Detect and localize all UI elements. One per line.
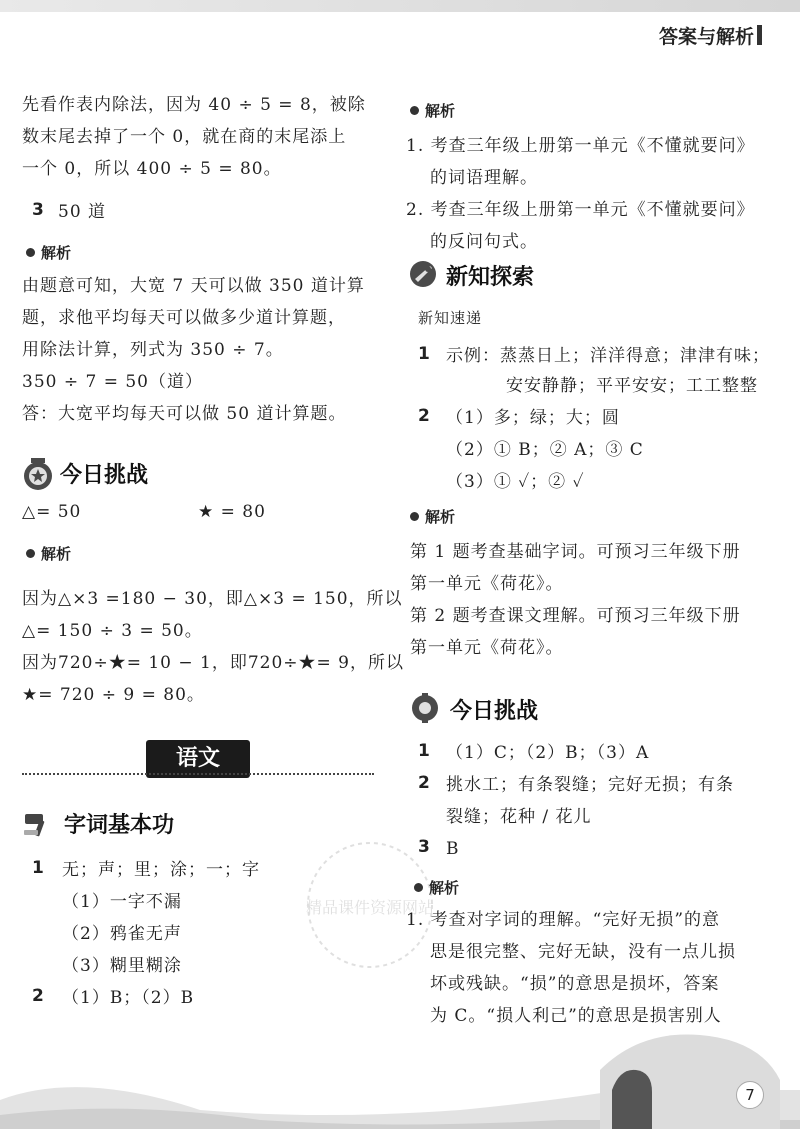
z1-sub-3: （3）糊里糊涂	[62, 956, 182, 976]
q3-answer: 50 道	[58, 202, 107, 222]
final-line-3: 坏或残缺。“损”的意思是损坏，答案	[430, 974, 720, 994]
q3-number: 3	[32, 200, 44, 220]
bullet-dot-icon	[26, 549, 35, 558]
z2-number: 2	[32, 986, 44, 1006]
n1-line-2: 安安静静；平平安安；工工整整	[506, 376, 758, 396]
z1-sub-1: （1）一字不漏	[62, 892, 182, 912]
xinzhi-subtitle: 新知速递	[418, 309, 483, 327]
final-line-1: 1. 考查对字词的理解。“完好无损”的意	[406, 910, 721, 930]
rocket-icon	[406, 257, 440, 289]
explain-line-3: 用除法计算，列式为 350 ÷ 7。	[22, 340, 284, 360]
header-marker	[757, 25, 762, 45]
analysis-heading-4: 解析	[410, 506, 455, 527]
explain-line-4: 350 ÷ 7 = 50（道）	[22, 372, 203, 392]
z1-number: 1	[32, 858, 44, 878]
explore-title: 新知探索	[446, 265, 535, 290]
n2-line-1: （1）多；绿；大；圆	[446, 408, 620, 428]
svg-text:精品课件资源网站: 精品课件资源网站	[305, 898, 435, 917]
para-line-4: 第一单元《荷花》。	[410, 638, 564, 658]
analysis-heading-2: 解析	[26, 543, 71, 564]
vocab-title: 字词基本功	[64, 813, 175, 838]
challenge-title-right: 今日挑战	[450, 699, 539, 724]
explain-line-2: 题，求他平均每天可以做多少道计算题，	[22, 308, 346, 328]
right-line-4: 的反问句式。	[430, 232, 538, 252]
d2-number: 2	[418, 773, 430, 793]
right-line-2: 的词语理解。	[430, 168, 538, 188]
n2-line-2: （2）① B；② A；③ C	[446, 440, 644, 460]
right-line-1: 1. 考查三年级上册第一单元《不懂就要问》	[406, 136, 755, 156]
analysis-heading-5: 解析	[414, 877, 459, 898]
final-line-2: 思是很完整、完好无缺，没有一点儿损	[430, 942, 736, 962]
bullet-dot-icon	[410, 512, 419, 521]
z1-sub-2: （2）鸦雀无声	[62, 924, 182, 944]
challenge-line-1: 因为△×3 =180 − 30，即△×3 = 150，所以	[22, 589, 403, 609]
watermark-stamp	[300, 835, 440, 975]
bullet-dot-icon	[410, 106, 419, 115]
left-line-1: 先看作表内除法，因为 40 ÷ 5 = 8，被除	[22, 95, 366, 115]
d2-line-1: 挑水工；有条裂缝；完好无损；有条	[446, 775, 734, 795]
challenge-line-4: ★= 720 ÷ 9 = 80。	[22, 685, 205, 705]
star-answer: ★ = 80	[198, 502, 266, 522]
final-line-4: 为 C。“损人利己”的意思是损害别人	[430, 1006, 722, 1026]
gear-icon	[408, 692, 442, 724]
explain-line-5: 答：大宽平均每天可以做 50 道计算题。	[22, 404, 347, 424]
d1-number: 1	[418, 741, 430, 761]
subject-banner: 语文	[146, 740, 250, 778]
n1-line-1: 示例：蒸蒸日上；洋洋得意；津津有味；	[446, 346, 770, 366]
n2-line-3: （3）① ✓；② ✓	[446, 472, 585, 492]
para-line-3: 第 2 题考查课文理解。可预习三年级下册	[410, 606, 741, 626]
n1-number: 1	[418, 344, 430, 364]
right-line-3: 2. 考查三年级上册第一单元《不懂就要问》	[406, 200, 755, 220]
para-line-1: 第 1 题考查基础字词。可预习三年级下册	[410, 542, 741, 562]
challenge-title-left: 今日挑战	[60, 463, 149, 488]
d1-answer: （1）C；（2）B；（3）A	[446, 743, 650, 763]
left-line-2: 数末尾去掉了一个 0，就在商的末尾添上	[22, 127, 347, 147]
medal-icon	[22, 457, 54, 491]
para-line-2: 第一单元《荷花》。	[410, 574, 564, 594]
bullet-dot-icon	[26, 248, 35, 257]
header-title: 答案与解析	[658, 26, 754, 48]
triangle-answer: △= 50	[22, 502, 82, 522]
challenge-line-3: 因为720÷★= 10 − 1，即720÷★= 9，所以	[22, 653, 404, 673]
left-line-3: 一个 0，所以 400 ÷ 5 = 80。	[22, 159, 282, 179]
z1-answer: 无；声；里；涂；一；字	[62, 860, 260, 880]
d3-answer: B	[446, 839, 460, 859]
bottom-hills-decoration	[0, 1020, 800, 1129]
analysis-heading-1: 解析	[26, 242, 71, 263]
dotted-divider	[22, 773, 374, 775]
explain-line-1: 由题意可知，大宽 7 天可以做 350 道计算	[22, 276, 365, 296]
page-number: 7	[736, 1081, 764, 1109]
d2-line-2: 裂缝；花种 / 花儿	[446, 807, 592, 827]
header-bar	[0, 0, 800, 12]
analysis-heading-3: 解析	[410, 100, 455, 121]
d3-number: 3	[418, 837, 430, 857]
challenge-line-2: △= 150 ÷ 3 = 50。	[22, 621, 203, 641]
n2-number: 2	[418, 406, 430, 426]
z2-answer: （1）B；（2）B	[62, 988, 195, 1008]
hammer-icon	[22, 806, 54, 838]
